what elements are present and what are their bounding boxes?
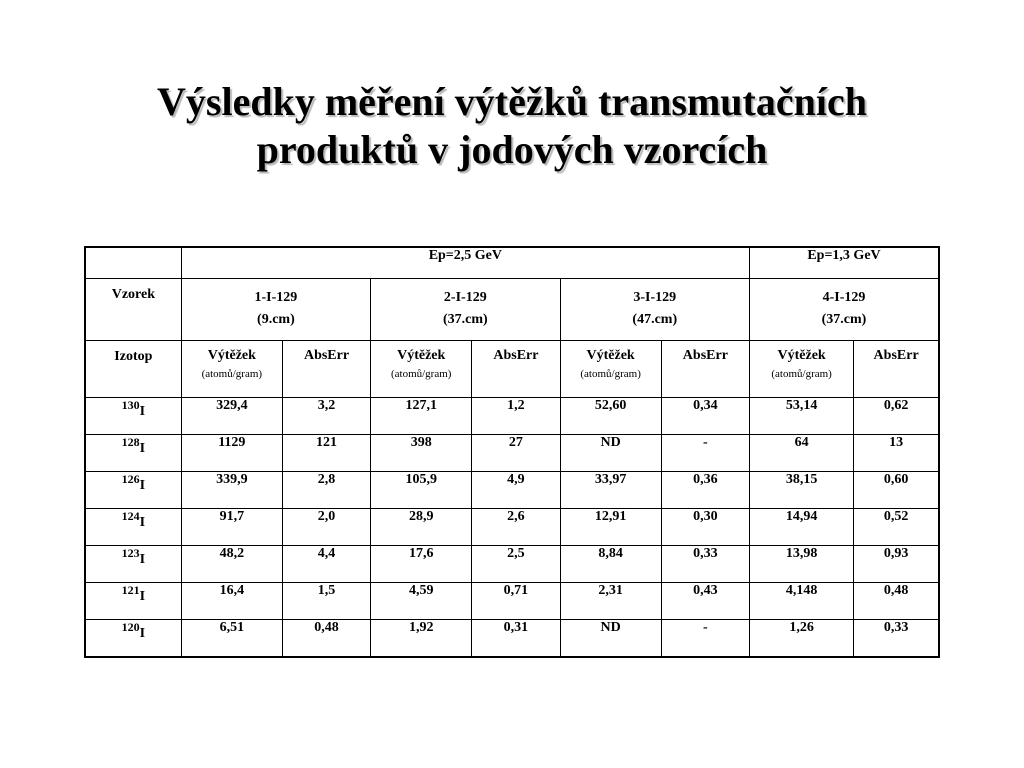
yield-cell: 8,84 <box>560 546 661 583</box>
abserr-cell: 3,2 <box>282 398 370 435</box>
yield-cell: 127,1 <box>371 398 472 435</box>
abserr-cell: 0,33 <box>661 546 749 583</box>
isotope-mass: 120 <box>121 620 140 634</box>
table-row <box>85 398 939 435</box>
abserr-header: AbsErr <box>854 341 939 398</box>
abserr-cell: 0,31 <box>472 620 560 658</box>
yield-cell: 17,6 <box>371 546 472 583</box>
yield-label: Výtěžek <box>397 348 446 363</box>
sample-depth: (47.cm) <box>632 312 678 327</box>
yield-header <box>750 341 854 398</box>
yield-unit: (atomů/gram) <box>771 368 832 380</box>
yield-cell: 1,26 <box>750 620 854 658</box>
isotope-element: I <box>139 626 146 641</box>
yield-cell: 52,60 <box>560 398 661 435</box>
yield-cell: 38,15 <box>750 472 854 509</box>
data-rows <box>85 398 939 658</box>
abserr-cell: - <box>661 435 749 472</box>
yield-label: Výtěžek <box>207 348 256 363</box>
isotope-cell <box>85 472 181 509</box>
isotope-element: I <box>139 589 146 604</box>
yield-unit: (atomů/gram) <box>201 368 263 380</box>
isotope-mass: 128 <box>121 435 140 449</box>
table-row <box>85 583 939 620</box>
abserr-cell: 1,2 <box>472 398 560 435</box>
abserr-cell: 0,93 <box>854 546 939 583</box>
isotope-cell <box>85 583 181 620</box>
abserr-cell: 27 <box>472 435 560 472</box>
abserr-cell: 0,36 <box>661 472 749 509</box>
yield-cell: 339,9 <box>181 472 282 509</box>
abserr-cell: 0,33 <box>854 620 939 658</box>
yield-cell: 33,97 <box>560 472 661 509</box>
abserr-cell: 0,62 <box>854 398 939 435</box>
abserr-cell: 0,43 <box>661 583 749 620</box>
yield-cell: 64 <box>750 435 854 472</box>
yield-cell: 14,94 <box>750 509 854 546</box>
sample-name: 1-I-129 <box>254 290 298 305</box>
abserr-cell: 0,30 <box>661 509 749 546</box>
table-row <box>85 620 939 658</box>
yield-cell: 16,4 <box>181 583 282 620</box>
yield-cell: ND <box>560 435 661 472</box>
yield-cell: 91,7 <box>181 509 282 546</box>
sample-header-2 <box>371 279 560 341</box>
energy-header-row <box>85 247 939 279</box>
sample-depth: (9.cm) <box>257 312 295 327</box>
isotope-element: I <box>139 552 146 567</box>
abserr-cell: 0,34 <box>661 398 749 435</box>
column-header-row <box>85 341 939 398</box>
abserr-cell: 0,48 <box>854 583 939 620</box>
isotope-mass: 124 <box>121 509 140 523</box>
yield-cell: 53,14 <box>750 398 854 435</box>
sample-header-row <box>85 279 939 341</box>
yield-header <box>560 341 661 398</box>
energy-header-1-3: Ep=1,3 GeV <box>750 247 940 279</box>
abserr-cell: 0,48 <box>282 620 370 658</box>
isotope-mass: 126 <box>121 472 140 486</box>
abserr-cell: 1,5 <box>282 583 370 620</box>
yield-cell: 2,31 <box>560 583 661 620</box>
abserr-cell: 2,0 <box>282 509 370 546</box>
yield-cell: 398 <box>371 435 472 472</box>
table-row <box>85 435 939 472</box>
yield-label: Výtěžek <box>586 348 635 363</box>
abserr-cell: 2,6 <box>472 509 560 546</box>
isotope-row-label: Izotop <box>85 341 181 398</box>
isotope-cell <box>85 435 181 472</box>
sample-header-3 <box>560 279 749 341</box>
isotope-element: I <box>139 404 146 419</box>
slide-title-line-1: Výsledky měření výtěžků transmutačních <box>157 79 867 124</box>
isotope-element: I <box>139 515 146 530</box>
empty-corner-cell <box>85 247 181 279</box>
results-table <box>84 246 940 658</box>
isotope-cell <box>85 546 181 583</box>
sample-header-1 <box>181 279 370 341</box>
yield-cell: 6,51 <box>181 620 282 658</box>
energy-header-2-5: Ep=2,5 GeV <box>181 247 749 279</box>
yield-cell: 4,59 <box>371 583 472 620</box>
isotope-cell <box>85 620 181 658</box>
yield-cell: 1129 <box>181 435 282 472</box>
abserr-cell: 2,8 <box>282 472 370 509</box>
yield-cell: 105,9 <box>371 472 472 509</box>
isotope-mass: 123 <box>121 546 140 560</box>
yield-header <box>181 341 282 398</box>
abserr-header: AbsErr <box>282 341 370 398</box>
slide-title <box>0 78 1024 174</box>
table-row <box>85 509 939 546</box>
table-row <box>85 546 939 583</box>
slide-title-line-2: produktů v jodových vzorcích <box>256 127 768 172</box>
abserr-cell: 13 <box>854 435 939 472</box>
yield-header <box>371 341 472 398</box>
sample-header-4 <box>750 279 940 341</box>
yield-unit: (atomů/gram) <box>580 368 641 380</box>
sample-depth: (37.cm) <box>821 312 867 327</box>
abserr-cell: - <box>661 620 749 658</box>
abserr-cell: 0,60 <box>854 472 939 509</box>
table-row <box>85 472 939 509</box>
abserr-header: AbsErr <box>472 341 560 398</box>
abserr-cell: 0,71 <box>472 583 560 620</box>
isotope-cell <box>85 398 181 435</box>
sample-row-label: Vzorek <box>85 279 181 341</box>
abserr-cell: 4,9 <box>472 472 560 509</box>
abserr-header: AbsErr <box>661 341 749 398</box>
yield-cell: ND <box>560 620 661 658</box>
isotope-cell <box>85 509 181 546</box>
yield-cell: 48,2 <box>181 546 282 583</box>
yield-cell: 28,9 <box>371 509 472 546</box>
isotope-element: I <box>139 478 146 493</box>
sample-name: 3-I-129 <box>633 290 677 305</box>
sample-name: 4-I-129 <box>822 290 866 305</box>
abserr-cell: 0,52 <box>854 509 939 546</box>
sample-depth: (37.cm) <box>442 312 488 327</box>
isotope-mass: 130 <box>121 398 140 412</box>
yield-label: Výtěžek <box>777 348 826 363</box>
sample-name: 2-I-129 <box>443 290 487 305</box>
yield-cell: 4,148 <box>750 583 854 620</box>
yield-cell: 329,4 <box>181 398 282 435</box>
isotope-mass: 121 <box>121 583 140 597</box>
yield-cell: 13,98 <box>750 546 854 583</box>
abserr-cell: 121 <box>282 435 370 472</box>
abserr-cell: 2,5 <box>472 546 560 583</box>
abserr-cell: 4,4 <box>282 546 370 583</box>
isotope-element: I <box>139 441 146 456</box>
yield-cell: 1,92 <box>371 620 472 658</box>
yield-cell: 12,91 <box>560 509 661 546</box>
yield-unit: (atomů/gram) <box>390 368 452 380</box>
